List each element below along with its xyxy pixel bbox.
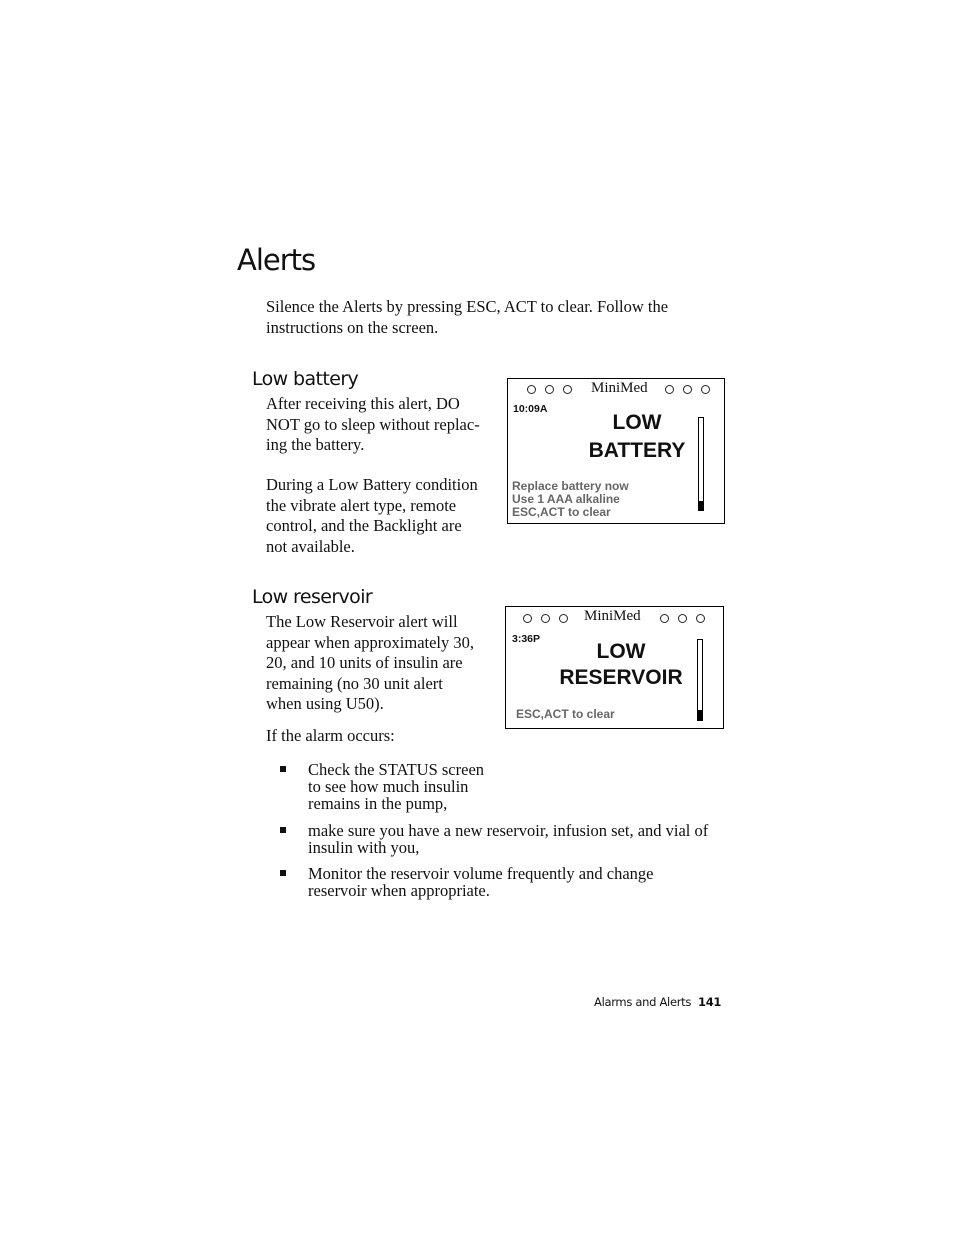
alert-title-line: LOW — [612, 411, 662, 434]
text-line: Check the STATUS screen — [308, 760, 485, 779]
indicator-circle-icon — [696, 614, 705, 623]
screen-message: ESC,ACT to clear — [516, 707, 615, 721]
screen-alert-title — [550, 639, 692, 691]
low-battery-paragraph-1 — [266, 394, 480, 456]
text-line: make sure you have a new reservoir, infusion set, and vial of — [308, 821, 709, 840]
list-item — [308, 761, 484, 812]
battery-level-gauge — [698, 417, 704, 511]
section-title-low-battery: Low battery — [252, 368, 359, 390]
low-reservoir-screen — [505, 606, 724, 729]
bullet-icon — [280, 870, 286, 876]
screen-brand: MiniMed — [584, 608, 641, 624]
screen-time: 3:36P — [512, 633, 541, 645]
text-line: Monitor the reservoir volume frequently and change — [308, 864, 654, 883]
alert-title-line: RESERVOIR — [559, 666, 683, 689]
screen-message: Replace battery now — [512, 479, 629, 493]
text-line: not available. — [266, 536, 355, 556]
page-number: 141 — [698, 995, 722, 1009]
screen-alert-title — [582, 409, 692, 465]
bullet-icon — [280, 827, 286, 833]
indicator-circle-icon — [683, 385, 692, 394]
indicator-circle-icon — [523, 614, 532, 623]
indicator-circle-icon — [541, 614, 550, 623]
indicator-circle-icon — [559, 614, 568, 623]
low-reservoir-paragraph-1 — [266, 612, 474, 715]
indicator-circle-icon — [678, 614, 687, 623]
text-line: 20, and 10 units of insulin are — [266, 653, 463, 672]
low-reservoir-paragraph-2: If the alarm occurs: — [266, 726, 395, 745]
text-line: remaining (no 30 unit alert — [266, 673, 443, 693]
reservoir-level-fill — [698, 710, 702, 720]
text-line: reservoir when appropriate. — [308, 881, 490, 900]
list-item — [308, 865, 653, 899]
screen-brand: MiniMed — [591, 380, 648, 396]
text-line: to see how much insulin — [308, 777, 469, 796]
alert-title-line: LOW — [596, 640, 646, 663]
indicator-circle-icon — [545, 385, 554, 394]
screen-time: 10:09A — [513, 403, 548, 415]
text-line: when using U50). — [266, 694, 384, 713]
indicator-circle-icon — [563, 385, 572, 394]
indicator-circle-icon — [665, 385, 674, 394]
screen-messages — [516, 708, 615, 721]
intro-paragraph — [266, 297, 668, 338]
text-line: remains in the pump, — [308, 794, 448, 813]
text-line: NOT go to sleep without replac- — [266, 414, 480, 434]
reservoir-level-gauge — [697, 639, 703, 721]
footer-section-title: Alarms and Alerts — [594, 995, 692, 1009]
text-line: appear when approximately 30, — [266, 632, 475, 652]
screen-messages — [512, 480, 629, 519]
bullet-icon — [280, 766, 286, 772]
intro-line: instructions on the screen. — [266, 317, 439, 337]
text-line: During a Low Battery condition — [266, 475, 478, 494]
alert-title-line: BATTERY — [588, 439, 686, 462]
text-line: After receiving this alert, DO — [266, 394, 460, 413]
text-line: control, and the Backlight are — [266, 516, 462, 535]
battery-level-fill — [699, 501, 703, 510]
section-title-low-reservoir: Low reservoir — [252, 586, 373, 608]
low-battery-paragraph-2 — [266, 475, 478, 557]
indicator-circle-icon — [527, 385, 536, 394]
text-line: insulin with you, — [308, 838, 420, 857]
indicator-circle-icon — [660, 614, 669, 623]
page-heading: Alerts — [237, 243, 316, 277]
screen-message: Use 1 AAA alkaline — [512, 492, 620, 506]
text-line: The Low Reservoir alert will — [266, 612, 458, 631]
text-line: ing the battery. — [266, 435, 365, 454]
text-line: the vibrate alert type, remote — [266, 495, 457, 515]
intro-line: Silence the Alerts by pressing ESC, ACT to clear. Follow the — [266, 297, 669, 316]
list-item — [308, 822, 708, 856]
indicator-circle-icon — [701, 385, 710, 394]
screen-message: ESC,ACT to clear — [512, 505, 611, 519]
low-battery-screen — [507, 378, 725, 524]
